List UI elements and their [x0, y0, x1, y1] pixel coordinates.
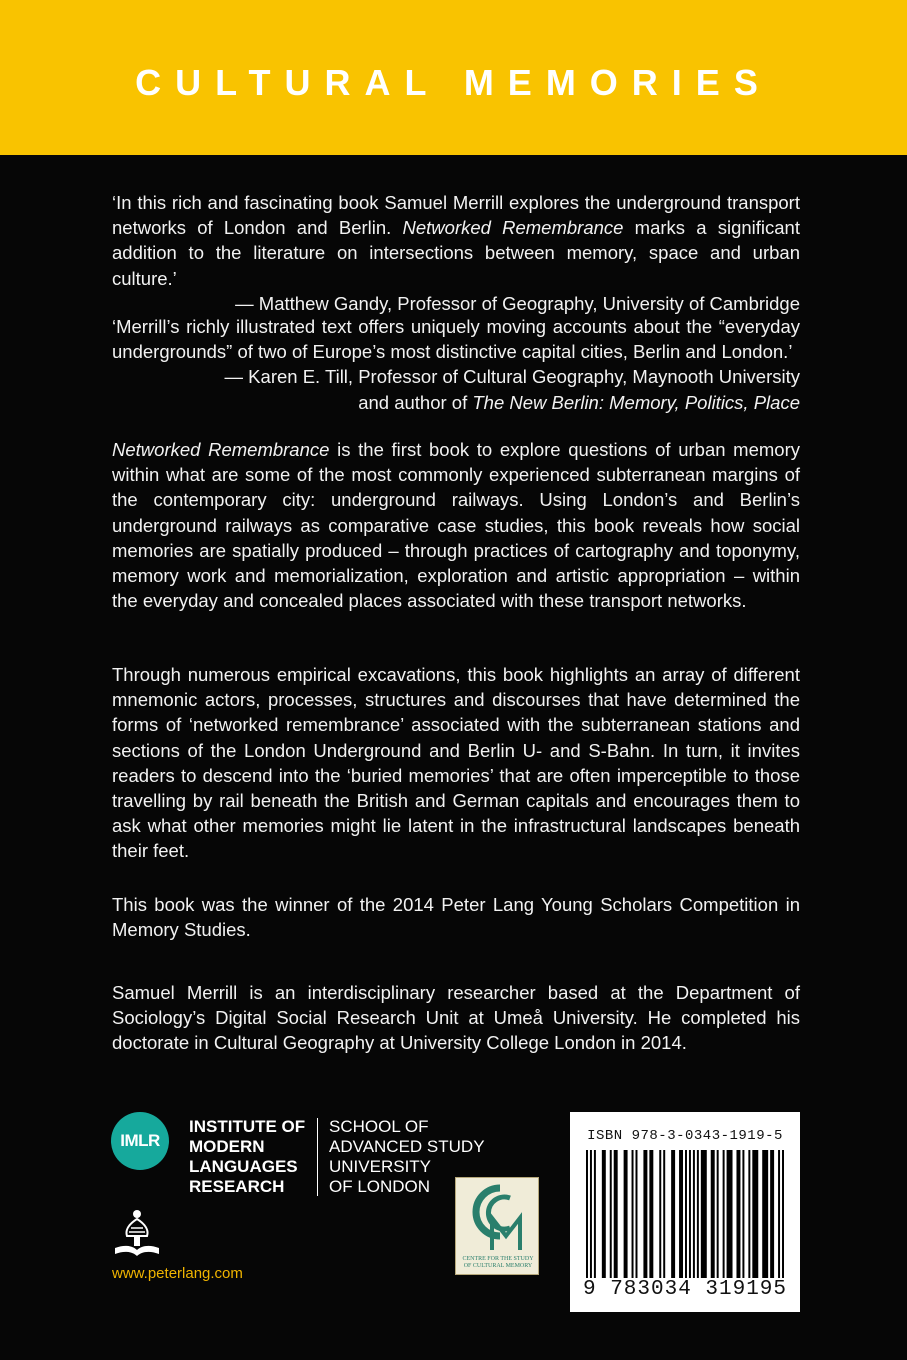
barcode-bar [778, 1150, 780, 1278]
barcode-bar [671, 1150, 675, 1278]
logo-divider [317, 1118, 318, 1196]
barcode-bar [586, 1150, 588, 1278]
barcode-bar [632, 1150, 634, 1278]
publisher-url[interactable]: www.peterlang.com [112, 1265, 243, 1282]
imlr-logo: IMLR [111, 1112, 169, 1170]
barcode-bar [762, 1150, 768, 1278]
barcode-bar [782, 1150, 784, 1278]
barcode-bar [602, 1150, 606, 1278]
institute-name: INSTITUTE OF MODERN LANGUAGES RESEARCH [189, 1117, 306, 1196]
review-quote-gandy [112, 190, 800, 316]
barcode-bar [594, 1150, 596, 1278]
barcode-bar [693, 1150, 695, 1278]
quote-attribution: — Karen E. Till, Professor of Cultural Geography, Maynooth University [224, 366, 800, 388]
barcode-bar [752, 1150, 758, 1278]
barcode-bar [717, 1150, 719, 1278]
quote-attribution: — Matthew Gandy, Professor of Geography, University of Cambridge [235, 292, 800, 314]
book-title-inline: Networked Remembrance [112, 439, 330, 460]
quote-book-title: Networked Remembrance [402, 217, 624, 239]
barcode-bar [663, 1150, 665, 1278]
review-quote-till [112, 314, 800, 415]
barcode-bar [614, 1150, 618, 1278]
quote-text-start: ‘In this rich and fascinating book Samuel Merrill explores the underground transport networks of London and Berlin. [112, 192, 800, 239]
barcode-bar [610, 1150, 612, 1278]
isbn-barcode [570, 1112, 800, 1312]
barcode-bar [697, 1150, 699, 1278]
barcode-bar [742, 1150, 744, 1278]
barcode-bar [689, 1150, 691, 1278]
quote-text: ‘Merrill’s richly illustrated text offers uniquely moving accounts about the “everyday undergrounds” of two of Europe’s most distinctive capital cities, Berlin and London.’ [112, 316, 800, 363]
isbn-label: ISBN 978-3-0343-1919-5 [587, 1128, 783, 1144]
barcode-bar [590, 1150, 592, 1278]
series-title: CULTURAL MEMORIES [135, 62, 772, 103]
ccm-monogram-icon [456, 1178, 540, 1256]
barcode-bar [748, 1150, 750, 1278]
barcode-bar [649, 1150, 653, 1278]
ccm-caption: CENTRE FOR THE STUDY OF CULTURAL MEMORY [462, 1256, 534, 1269]
ean-digits: 9 783034 319195 [582, 1278, 788, 1301]
ccm-logo [455, 1177, 539, 1275]
barcode-bar [711, 1150, 715, 1278]
award-paragraph: This book was the winner of the 2014 Peter Lang Young Scholars Competition in Memory Studies. [112, 894, 800, 941]
barcode-bar [770, 1150, 774, 1278]
description-paragraph-2: Through numerous empirical excavations, this book highlights an array of different mnemonic actors, processes, structures and discourses that have determined the forms of ‘networked remembrance’ associated with the subterranean stations and sections of the London Underground and Berlin U- and S-Bahn. In turn, it invites readers to descend into the ‘buried memories’ that are often imperceptible to those travelling by rail beneath the British and German capitals and encourages them to ask what other memories might lie latent in the infrastructural landscapes beneath their feet. [112, 664, 800, 862]
quote-text-end: marks a significant addition to the literature on intersections between memory, space and urban culture.’ [112, 217, 800, 289]
peter-lang-logo-icon [109, 1206, 165, 1262]
description-paragraph-1: Networked Remembrance is the first book to explore questions of urban memory within what are some of the most commonly experienced subterranean margins of the contemporary city: underground railways. Using London’s and Berlin’s underground railways as comparative case studies, this book reveals how social memories are spatially produced – through practices of cartography and toponymy, memory work and memorialization, exploration and artistic appropriation – within the everyday and concealed places associated with these transport networks. [112, 439, 800, 612]
barcode-bar [636, 1150, 638, 1278]
barcode-bar [679, 1150, 683, 1278]
school-name: SCHOOL OF ADVANCED STUDY UNIVERSITY OF LONDON [329, 1117, 485, 1196]
barcode-bar [723, 1150, 725, 1278]
barcode-bar [727, 1150, 733, 1278]
barcode-bar [736, 1150, 740, 1278]
quote-attribution-second-line: and author of The New Berlin: Memory, Politics, Place [358, 391, 800, 413]
barcode-bar [659, 1150, 661, 1278]
barcode-bar [643, 1150, 647, 1278]
barcode-bars [586, 1150, 784, 1278]
barcode-bar [701, 1150, 707, 1278]
cited-book-title: The New Berlin: Memory, Politics, Place [472, 391, 800, 413]
author-bio-paragraph: Samuel Merrill is an interdisciplinary researcher based at the Department of Sociology’s Digital Social Research Unit at Umeå University. He completed his doctorate in Cultural Geography at University College London in 2014. [112, 982, 800, 1054]
barcode-bar [624, 1150, 628, 1278]
barcode-bar [685, 1150, 687, 1278]
